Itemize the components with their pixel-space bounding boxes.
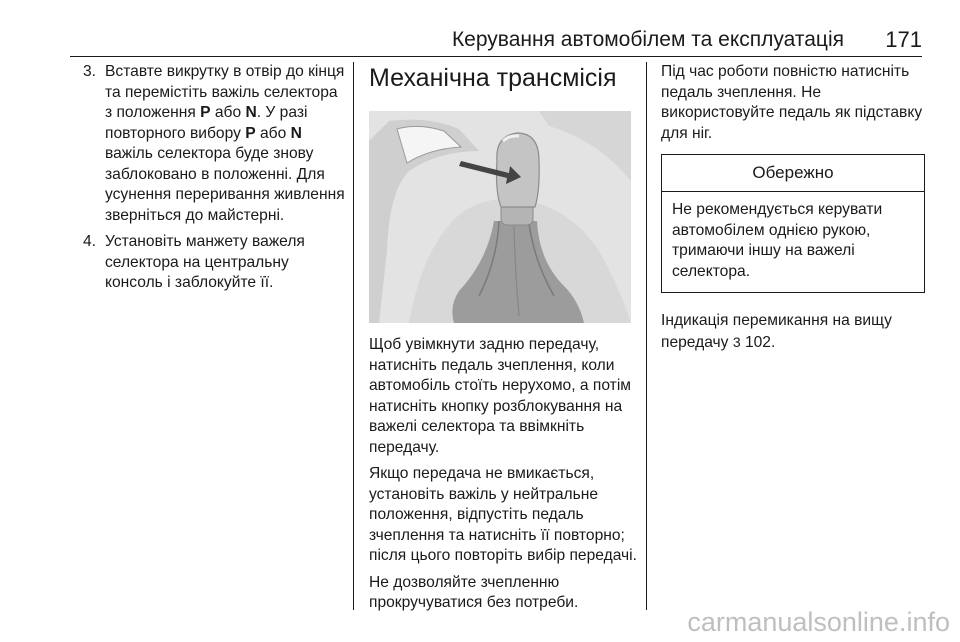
item-text: важіль селектора буде знову заблоковано в положенні. Для усунення переривання живлення зверніться до майстерні.: [105, 145, 345, 224]
column-3: [661, 62, 925, 359]
gear-shift-drawing: [369, 111, 631, 323]
page-header: [70, 26, 922, 57]
paragraph: Під час роботи повністю натисніть педаль зчеплення. Не використовуйте педаль як підставку для ніг.: [661, 63, 923, 142]
list-item-3: [83, 62, 349, 226]
reference-text: Індикація перемикання на вищу передачу: [661, 312, 892, 351]
item-text: . У разі повторного вибору: [105, 104, 308, 142]
page-number: 171: [885, 27, 922, 52]
item-text: Установіть манжету важеля селектора на центральну консоль і заблокуйте її.: [105, 233, 305, 291]
list-number: 3.: [83, 63, 97, 80]
key-label: N: [290, 124, 302, 142]
item-text: або: [255, 124, 291, 142]
section-title: Механічна трансмісія: [369, 64, 617, 92]
key-label: P: [245, 124, 256, 142]
gear-shift-illustration: [369, 111, 631, 323]
reference-page: 102.: [744, 333, 776, 351]
header-title: Керування автомобілем та експлуатація: [451, 28, 844, 51]
caution-text: Не рекомендується керувати автомобілем однією рукою, тримаючи іншу на важелі селектора.: [672, 201, 883, 280]
watermark: carmanualsonline.info: [687, 607, 950, 637]
list-number: 4.: [83, 233, 97, 250]
column-divider-1: [353, 62, 354, 610]
caution-title: Обережно: [662, 155, 924, 192]
column-divider-2: [646, 62, 647, 610]
cross-reference: [661, 311, 925, 353]
item-text: або: [210, 104, 246, 121]
item-text: Вставте викрутку в отвір до кінця та перемістіть важіль селектора з положення: [105, 63, 345, 121]
column-1: [83, 62, 349, 300]
column-2: [369, 62, 637, 620]
key-label: P: [200, 104, 211, 121]
paragraph: Не дозволяйте зчепленню прокручуватися без потреби.: [369, 573, 579, 611]
page-reference-icon: 3: [732, 333, 741, 350]
paragraph: Якщо передача не вмикається, установіть важіль у нейтральне положення, відпустіть педаль зчеплення та натисніть її повторно; після цього повторіть вибір передачі.: [369, 465, 637, 564]
list-item-4: [83, 232, 349, 294]
key-label: N: [245, 104, 257, 121]
caution-box: [661, 154, 925, 293]
paragraph: Щоб увімкнути задню передачу, натисніть педаль зчеплення, коли автомобіль стоїть нерухомо, а потім натисніть кнопку розблокування на важелі селектора та ввімкніть передачу.: [369, 336, 632, 456]
